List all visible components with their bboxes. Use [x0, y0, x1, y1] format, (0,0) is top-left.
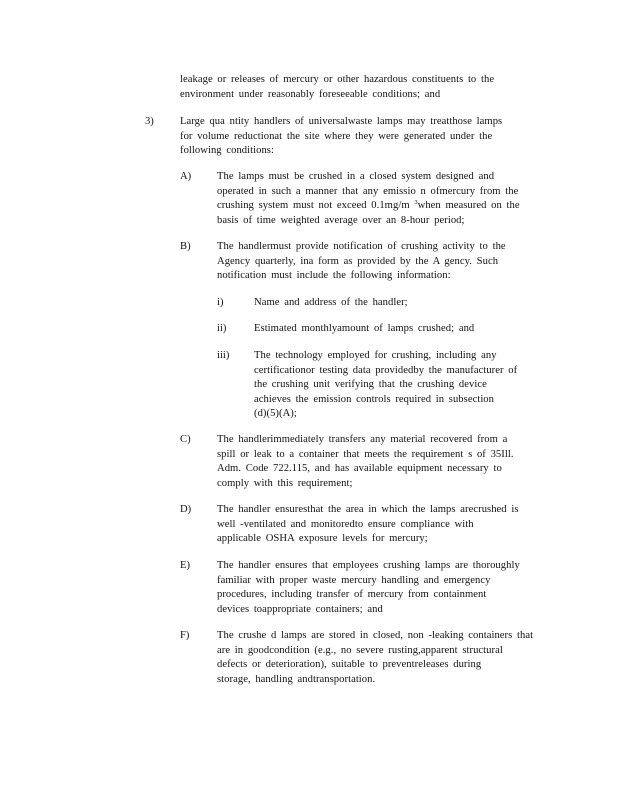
text-line: The handlermust provide notification of crushing activity to the — [217, 241, 506, 252]
item-3-label: 3) — [145, 116, 154, 127]
text-line: The handler ensures that employees crushing lamps are thoroughly — [217, 560, 520, 571]
item-f-paragraph — [217, 629, 533, 687]
item-b-iii-label: iii) — [217, 350, 230, 361]
item-d-label: D) — [180, 504, 192, 515]
item-3-paragraph — [180, 115, 502, 159]
text-line: well -ventilated and monitoredto ensure compliance with — [217, 518, 474, 530]
text-line: basis of time weighted average over an 8-hour period; — [217, 214, 465, 226]
item-d-paragraph — [217, 503, 519, 547]
text-line: following conditions: — [180, 145, 274, 156]
text-line: achieves the emission controls required in subsection — [254, 393, 495, 405]
text-line: devices toappropriate containers; and — [217, 603, 383, 615]
text-line: defects or deterioration), suitable to preventreleases during — [217, 659, 482, 670]
text-line: spill or leak to a container that meets the requirement s of 35Ill. — [217, 448, 514, 460]
text-line: The technology employed for crushing, including any — [254, 350, 497, 361]
text-segment: when measured on the — [417, 200, 520, 211]
item-b-i-label: i) — [217, 297, 224, 308]
item-b-ii-label: ii) — [217, 323, 227, 334]
item-b-iii-paragraph — [254, 349, 517, 422]
text-line: storage, handling andtransportation. — [217, 673, 376, 685]
text-line — [217, 199, 520, 214]
item-a-label: A) — [180, 171, 192, 182]
text-line: Estimated monthlyamount of lamps crushed; and — [254, 323, 475, 334]
text-segment: crushing system must not exceed 0.1mg/m — [217, 200, 410, 211]
text-line: the crushing unit verifying that the crushing device — [254, 379, 487, 390]
text-line: are in goodcondition (e.g., no severe rusting,apparent structural — [217, 644, 503, 656]
intro-paragraph — [180, 73, 494, 102]
text-line: Adm. Code 722.115, and has available equipment necessary to — [217, 463, 502, 474]
text-line: notification must include the following information: — [217, 270, 451, 281]
text-line: The crushe d lamps are stored in closed, non -leaking containers that — [217, 630, 534, 641]
text-line: Agency quarterly, ina form as provided by the A gency. Such — [217, 255, 499, 267]
text-line: certificationor testing data providedby the manufacturer of — [254, 364, 518, 376]
item-f-label: F) — [180, 630, 190, 641]
text-line: applicable OSHA exposure levels for mercury; — [217, 533, 428, 544]
item-b-i-paragraph — [254, 296, 408, 311]
item-a-paragraph — [217, 170, 520, 228]
item-e-paragraph — [217, 559, 520, 617]
item-c-label: C) — [180, 434, 191, 445]
item-b-paragraph — [217, 240, 506, 284]
text-line: The handlerimmediately transfers any material recovered from a — [217, 434, 508, 445]
text-line: Name and address of the handler; — [254, 297, 408, 308]
text-line: comply with this requirement; — [217, 477, 353, 489]
text-line: for volume reductionat the site where they were generated under the — [180, 130, 493, 142]
superscript: 3 — [414, 199, 418, 206]
item-e-label: E) — [180, 560, 190, 571]
text-line: Large qua ntity handlers of universalwaste lamps may treatthose lamps — [180, 116, 503, 127]
text-line: The lamps must be crushed in a closed system designed and — [217, 171, 495, 182]
item-b-ii-paragraph — [254, 322, 474, 337]
text-line: (d)(5)(A); — [254, 408, 297, 419]
text-line: The handler ensuresthat the area in which the lamps arecrushed is — [217, 504, 519, 515]
item-b-label: B) — [180, 241, 191, 252]
text-line: familiar with proper waste mercury handling and emergency — [217, 574, 491, 586]
text-line: leakage or releases of mercury or other hazardous constituents to the — [180, 74, 495, 85]
item-c-paragraph — [217, 433, 514, 491]
text-line: environment under reasonably foreseeable conditions; and — [180, 88, 441, 100]
text-line: operated in such a manner that any emissio n ofmercury from the — [217, 185, 519, 197]
text-line: procedures, including transfer of mercury from containment — [217, 589, 487, 600]
